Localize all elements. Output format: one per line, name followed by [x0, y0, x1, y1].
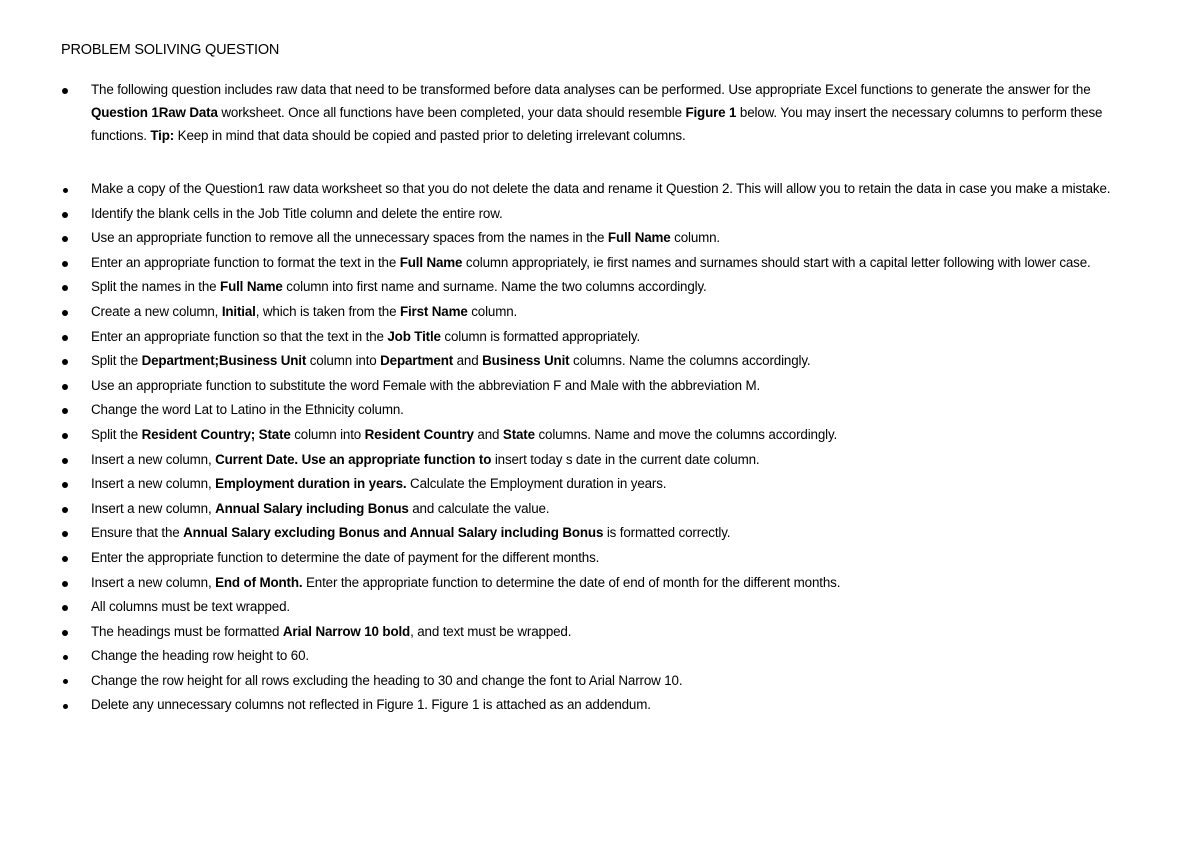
bullet-icon	[62, 261, 68, 267]
list-item-text: Split the names in the Full Name column into first name and surname. Name the two columns accordingly.	[91, 279, 707, 295]
list-item	[61, 252, 1146, 275]
list-item	[61, 522, 1146, 545]
bullet-icon	[62, 384, 68, 390]
bullet-icon	[62, 359, 68, 365]
list-item-text: Change the row height for all rows excluding the heading to 30 and change the font to Arial Narrow 10.	[91, 672, 683, 688]
page-title: PROBLEM SOLIVING QUESTION	[61, 42, 280, 58]
list-item-text: Create a new column, Initial, which is taken from the First Name column.	[91, 303, 518, 319]
list-item	[61, 645, 1146, 668]
list-item-text: Change the word Lat to Latino in the Ethnicity column.	[91, 402, 404, 418]
list-item	[61, 203, 1146, 226]
list-item	[61, 596, 1146, 619]
list-item-text: Delete any unnecessary columns not reflected in Figure 1. Figure 1 is attached as an addendum.	[91, 697, 651, 713]
list-item	[61, 670, 1146, 693]
list-item	[61, 424, 1146, 447]
task-list	[61, 178, 1146, 719]
list-item-text: Split the Department;Business Unit column into Department and Business Unit columns. Name the columns accordingly.	[91, 353, 811, 369]
list-item-text: The headings must be formatted Arial Narrow 10 bold, and text must be wrapped.	[91, 623, 572, 639]
bullet-icon	[63, 704, 68, 709]
list-item-text: Make a copy of the Question1 raw data worksheet so that you do not delete the data and rename it Question 2. This will allow you to retain the data in case you make a mistake.	[91, 181, 1111, 196]
list-item-text: Enter an appropriate function so that the text in the Job Title column is formatted appropriately.	[91, 328, 641, 344]
list-item-text: Change the heading row height to 60.	[91, 648, 309, 664]
intro-item	[61, 79, 1146, 147]
list-item	[61, 473, 1146, 496]
bullet-icon	[62, 507, 68, 513]
list-item	[61, 572, 1146, 595]
list-item-text: Enter the appropriate function to determine the date of payment for the different months.	[91, 549, 600, 565]
bullet-icon	[62, 212, 68, 218]
list-item-text: Insert a new column, Current Date. Use an appropriate function to insert today s date in the current date column.	[91, 451, 760, 467]
list-item-text: Use an appropriate function to substitute the word Female with the abbreviation F and Male with the abbreviation M.	[91, 377, 761, 393]
list-item	[61, 227, 1146, 250]
bullet-icon	[62, 458, 68, 464]
list-item	[61, 694, 1146, 717]
bullet-icon	[62, 531, 68, 537]
bullet-icon	[62, 581, 68, 587]
bullet-icon	[62, 605, 68, 611]
bullet-icon	[63, 679, 68, 684]
list-item	[61, 449, 1146, 472]
list-item-text: Ensure that the Annual Salary excluding Bonus and Annual Salary including Bonus is formatted correctly.	[91, 525, 731, 541]
bullet-icon	[62, 433, 68, 439]
bullet-icon	[63, 655, 68, 660]
bullet-icon	[62, 482, 68, 488]
bullet-icon	[62, 408, 68, 414]
list-item-text: All columns must be text wrapped.	[91, 599, 290, 615]
list-item-text: Use an appropriate function to remove all the unnecessary spaces from the names in the Full Name column.	[91, 230, 720, 246]
bullet-icon	[62, 88, 68, 94]
list-item-text: Identify the blank cells in the Job Title column and delete the entire row.	[91, 205, 503, 221]
bullet-icon	[62, 630, 68, 636]
list-item-text: Insert a new column, Annual Salary including Bonus and calculate the value.	[91, 500, 550, 516]
bullet-icon	[62, 310, 68, 316]
list-item	[61, 350, 1146, 373]
intro-text: The following question includes raw data that need to be transformed before data analyses can be performed. Use appropriate Excel functions to generate the answer for the Question 1Raw Data worksheet. Once all functions have been completed, your data should resemble Figure 1 below. You may insert the necessary columns to perform these functions. Tip: Keep in mind that data should be copied and pasted prior to deleting irrelevant columns.	[91, 82, 1103, 143]
list-item	[61, 498, 1146, 521]
list-item	[61, 178, 1146, 201]
bullet-icon	[63, 188, 68, 193]
list-item-text: Insert a new column, End of Month. Enter the appropriate function to determine the date of end of month for the different months.	[91, 574, 841, 590]
bullet-icon	[62, 556, 68, 562]
bullet-icon	[62, 236, 68, 242]
list-item-text: Insert a new column, Employment duration in years. Calculate the Employment duration in years.	[91, 476, 667, 492]
list-item-text: Enter an appropriate function to format the text in the Full Name column appropriately, ie first names and surnames should start with a capital letter following with lower case.	[91, 254, 1091, 270]
list-item	[61, 326, 1146, 349]
bullet-icon	[62, 285, 68, 291]
list-item	[61, 399, 1146, 422]
list-item-text: Split the Resident Country; State column into Resident Country and State columns. Name and move the columns accordingly.	[91, 426, 838, 442]
intro-list	[61, 79, 1146, 149]
list-item	[61, 547, 1146, 570]
list-item	[61, 276, 1146, 299]
list-item	[61, 375, 1146, 398]
list-item	[61, 301, 1146, 324]
list-item	[61, 621, 1146, 644]
bullet-icon	[62, 335, 68, 341]
